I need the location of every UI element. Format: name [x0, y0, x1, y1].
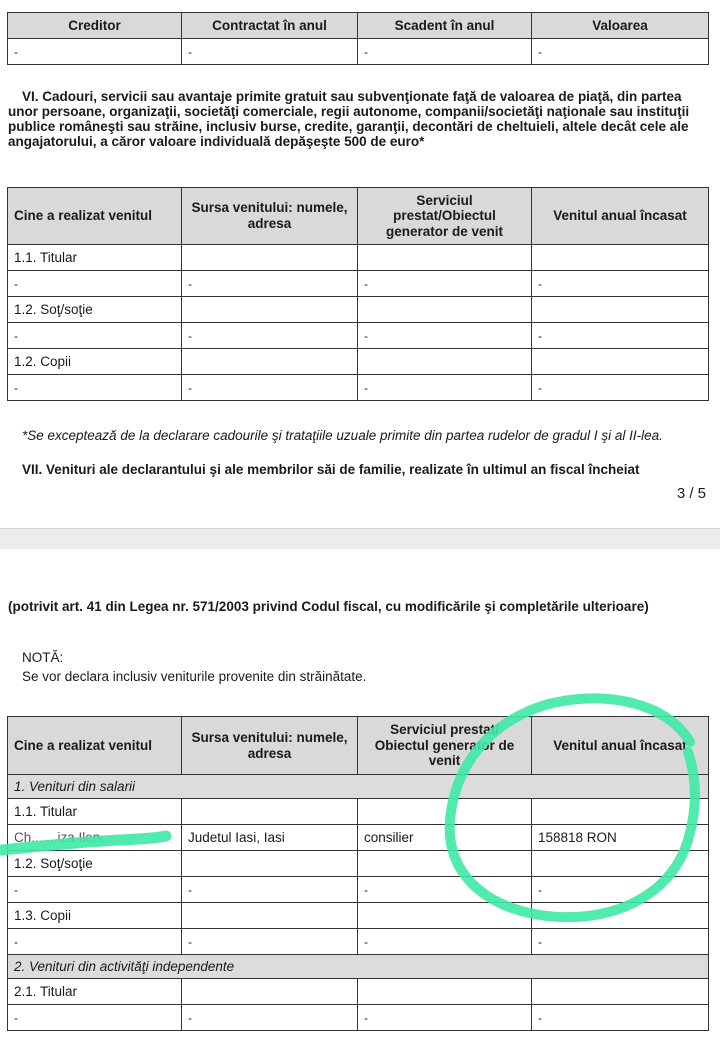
cell: - [358, 929, 532, 955]
table-row [8, 323, 709, 349]
page-number: 3 / 5 [676, 485, 706, 502]
creditor-table [7, 12, 709, 65]
cell: - [358, 375, 532, 401]
table-row [8, 349, 709, 375]
table-row [8, 877, 709, 903]
table-row [8, 851, 709, 877]
table-row [8, 825, 709, 851]
cell: - [358, 39, 532, 65]
cell: 1.2. Soţ/soţie [8, 297, 182, 323]
cell [358, 245, 532, 271]
cell: - [358, 1005, 532, 1031]
cell: 2.1. Titular [8, 979, 182, 1005]
cell: - [532, 39, 709, 65]
cell: - [182, 271, 358, 297]
cell [182, 799, 358, 825]
income-service: consilier [358, 825, 532, 851]
cell [532, 297, 709, 323]
table-row [8, 1005, 709, 1031]
table-row [8, 979, 709, 1005]
cell: - [532, 1005, 709, 1031]
table-row [8, 245, 709, 271]
cell [358, 979, 532, 1005]
cell [182, 349, 358, 375]
cell [532, 979, 709, 1005]
section-row [8, 775, 709, 799]
cell [532, 349, 709, 375]
cell: 1.1. Titular [8, 245, 182, 271]
col-sursa: Sursa venitului: numele, adresa [182, 717, 358, 775]
cell: 1.2. Soţ/soţie [8, 851, 182, 877]
cell [182, 245, 358, 271]
income-amount: 158818 RON [532, 825, 709, 851]
cell: - [8, 1005, 182, 1031]
cell: - [8, 39, 182, 65]
cell: - [182, 929, 358, 955]
cell: - [532, 929, 709, 955]
nota-text: Se vor declara inclusiv veniturile provenite din străinătate. [22, 669, 367, 684]
section-row [8, 955, 709, 979]
cell [532, 245, 709, 271]
cell: - [358, 271, 532, 297]
cell: - [532, 877, 709, 903]
col-creditor: Creditor [8, 13, 182, 39]
cell: - [358, 877, 532, 903]
income-table [7, 716, 709, 1031]
cell [358, 799, 532, 825]
cell [358, 297, 532, 323]
cell: - [532, 271, 709, 297]
cell: - [182, 375, 358, 401]
cell: 1.1. Titular [8, 799, 182, 825]
table-row [8, 297, 709, 323]
col-venitul: Venitul anual încasat [532, 188, 709, 245]
cell: - [182, 323, 358, 349]
col-cine: Cine a realizat venitul [8, 188, 182, 245]
cell: - [532, 375, 709, 401]
col-venitul: Venitul anual încasat [532, 717, 709, 775]
col-valoarea: Valoarea [532, 13, 709, 39]
nota-label: NOTĂ: [22, 650, 64, 665]
cell: - [8, 271, 182, 297]
section-salarii: 1. Venituri din salarii [8, 775, 709, 799]
cell [532, 903, 709, 929]
col-cine: Cine a realizat venitul [8, 717, 182, 775]
table-row [8, 929, 709, 955]
table-row [8, 903, 709, 929]
cell [358, 349, 532, 375]
section-vi-title: VI. Cadouri, servicii sau avantaje primite gratuit sau subvenţionate faţă de valoarea de piaţă, din partea unor persoane, organizaţii, societăţi comerciale, regii autonome, companii/societăţi naţionale sau instituţii publice româneşti sau străine, inclusiv burse, credite, garanţii, decontări de cheltuieli, altele decât cele ale angajatorului, a căror valoare individuală depăşeşte 500 de euro* [8, 89, 690, 149]
cell [532, 851, 709, 877]
gifts-footnote: *Se exceptează de la declarare cadourile şi trataţiile uzuale primite din partea rudelor de gradul I şi al II-lea. [22, 428, 663, 443]
cell: - [8, 929, 182, 955]
redacted-name: Ch... ...iza Ilen... [8, 825, 182, 851]
cell [182, 851, 358, 877]
col-scadent: Scadent în anul [358, 13, 532, 39]
table-row [8, 375, 709, 401]
cell [182, 903, 358, 929]
col-sursa: Sursa venitului: numele, adresa [182, 188, 358, 245]
cell: - [182, 39, 358, 65]
cell [182, 979, 358, 1005]
cell [358, 903, 532, 929]
col-serviciul: Serviciul prestat/Obiectul generator de venit [358, 188, 532, 245]
cell: - [8, 323, 182, 349]
cell [358, 851, 532, 877]
col-contractat: Contractat în anul [182, 13, 358, 39]
page-separator [0, 528, 720, 549]
section-vii-title: VII. Venituri ale declarantului şi ale membrilor săi de familie, realizate în ultimul an fiscal încheiat [22, 462, 640, 477]
cell: - [182, 1005, 358, 1031]
cell: - [358, 323, 532, 349]
cell: 1.3. Copii [8, 903, 182, 929]
cell [532, 799, 709, 825]
cell: - [182, 877, 358, 903]
cell [182, 297, 358, 323]
cell: - [8, 375, 182, 401]
col-serviciul: Serviciul prestat/ Obiectul generator de venit [358, 717, 532, 775]
income-source: Judetul Iasi, Iasi [182, 825, 358, 851]
table-row [8, 271, 709, 297]
law-reference: (potrivit art. 41 din Legea nr. 571/2003 privind Codul fiscal, cu modificările şi completările ulterioare) [8, 599, 649, 614]
cell: - [532, 323, 709, 349]
cell: - [8, 877, 182, 903]
table-row [8, 39, 709, 65]
table-row [8, 799, 709, 825]
gifts-table [7, 187, 709, 401]
section-independente: 2. Venituri din activităţi independente [8, 955, 709, 979]
cell: 1.2. Copii [8, 349, 182, 375]
